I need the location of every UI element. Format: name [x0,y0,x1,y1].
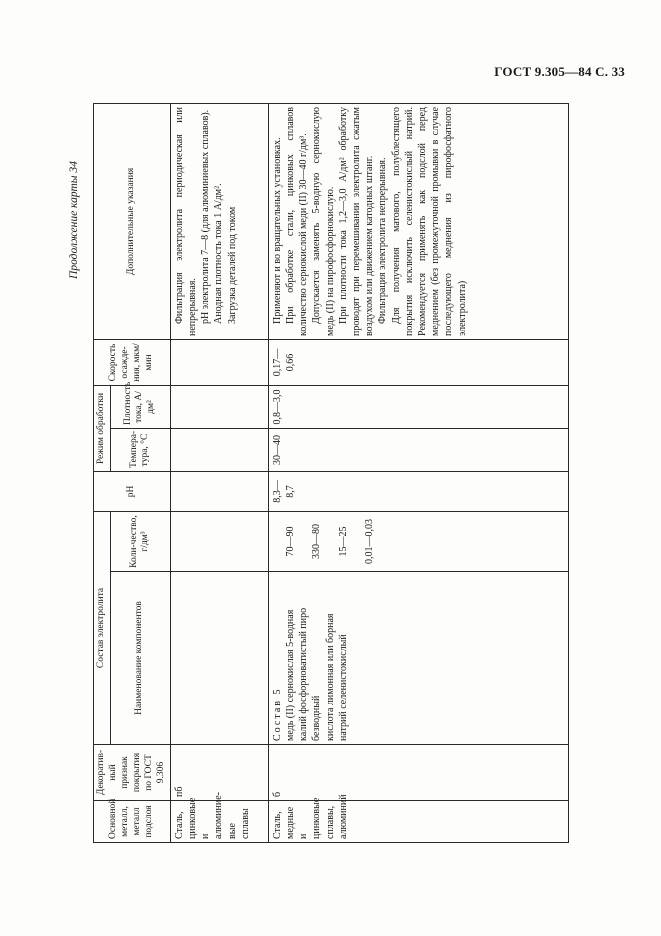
col-current-density: Плотность тока, А/дм² [110,385,170,428]
base-metal-cell: Сталь, цинковые и алюминие-вые сплавы [170,801,268,843]
electrolyte-table [93,103,569,843]
col-deposition-speed: Скорость осажде-ния, мкм/мин [94,339,171,385]
notes-cell: Применяют и во вращательных установках. При обработке стали, цинковых сплавов количество сернокислой меди (II) 30—40 г/дм³. Допускается заменять 5-водную сернокислую медь (II) на пирофосфорнокислую. При плотности тока 1,2—3,0 А/дм² обработку проводят при перемешивании электролита сжатым воздухом или движением катодных штанг. Фильтрация электролита непрерывная. Для получения матового, полублестящего покрытия исключить селенистокислый натрий. Рекомендуется применять как подслой перед меднением (без промежуточной промывки в случае последующего меднения из пирофосфатного электролита) [268,103,568,339]
base-metal-cell: Сталь, медные и цинковые сплавы, алюминий [268,801,568,843]
current-density-cell: 0,8—3,0 [268,385,568,428]
col-electrolyte-group: Состав электролита [94,511,111,744]
col-temperature: Темпера-тура, °С [110,428,170,471]
rotated-table-area [93,104,587,843]
col-mode-group: Режим обработки [94,385,111,471]
col-quantity: Коли-чество, г/дм³ [110,511,170,571]
table-row [268,103,568,842]
quantities-cell: 70—90 330—80 15—25 0,01—0,03 [268,511,568,571]
table-row [170,103,268,842]
decorative-cell: б [268,745,568,801]
decorative-cell: пб [170,745,268,801]
deposition-speed-cell: 0,17—0,66 [268,339,568,385]
page-header: ГОСТ 9.305—84 С. 33 [494,64,625,79]
notes-cell: Фильтрация электролита периодическая или непрерывная. pH электролита 7—8 (для алюминиевых сплавов). Анодная плотность тока 1 А/дм². Загрузка деталей под током [170,103,268,339]
components-cell: Состав 5 медь (II) сернокислая 5-водная калий фосфорноватистый пиро безводный кислота лимонная или борная натрий селенистокислый [268,572,568,745]
col-notes: Дополнительные указания [94,103,171,339]
col-decorative: Декоратив-ный признак покрытия по ГОСТ 9.306 [94,745,171,801]
ph-cell: 8,3—8,7 [268,471,568,511]
col-base-metal: Основной металл, металл подслоя [94,801,171,843]
col-ph: pH [94,471,171,511]
temperature-cell: 30—40 [268,428,568,471]
col-component-name: Наименование компонентов [110,572,170,745]
